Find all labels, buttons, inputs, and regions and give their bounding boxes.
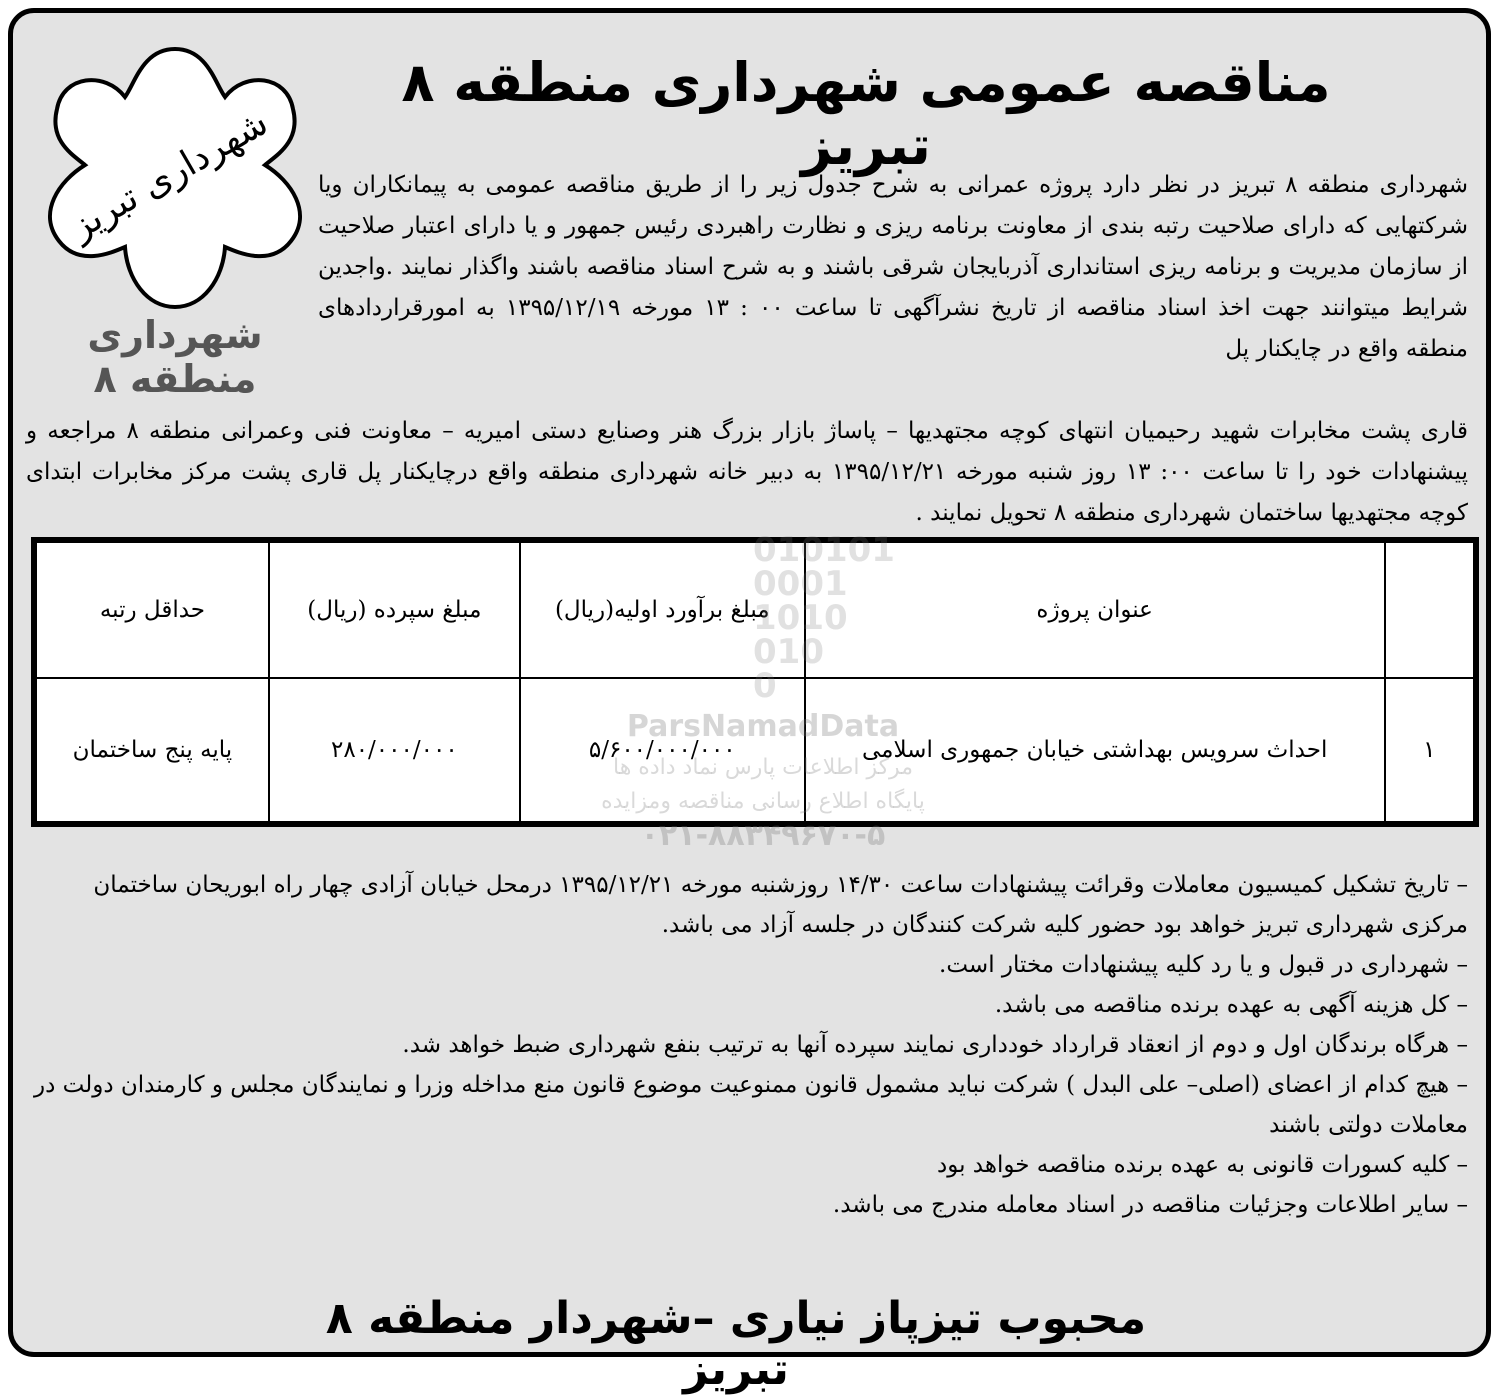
- watermark-phone: ۰۲۱-۸۸۳۴۹۶۷۰-۵: [640, 818, 886, 853]
- cell-estimate: ۵/۶۰۰/۰۰۰/۰۰۰: [520, 678, 805, 822]
- cell-deposit: ۲۸۰/۰۰۰/۰۰۰: [269, 678, 520, 822]
- list-item: – تاریخ تشکیل کمیسیون معاملات وقرائت پیشنهادات ساعت ۱۴/۳۰ روزشنبه مورخه ۱۳۹۵/۱۲/۲۱ درمحل خیابان آزادی چهار راه ابوریحان ساختمان مرکزی شهرداری تبریز خواهد بود حضور کلیه شرکت کنندگان در جلسه آزاد می باشد.: [93, 872, 1468, 938]
- header-project-title: عنوان پروژه: [805, 542, 1385, 678]
- cell-min-grade: پایه پنج ساختمان: [36, 678, 269, 822]
- header-index: [1385, 542, 1474, 678]
- header-estimate: مبلغ برآورد اولیه(ریال): [520, 542, 805, 678]
- watermark-line-1: مرکز اطلاعات پارس نماد داده ها: [613, 755, 913, 780]
- list-item: – کل هزینه آگهی به عهده برنده مناقصه می باشد.: [994, 992, 1468, 1018]
- table-row: [36, 678, 1474, 822]
- list-item: – شهرداری در قبول و یا رد کلیه پیشنهادات مختار است.: [939, 952, 1468, 978]
- tender-table: [35, 541, 1475, 823]
- watermark-name: ParsNamadData: [626, 709, 900, 744]
- watermark-digit-line: 010: [753, 632, 824, 672]
- list-item: – هیچ کدام از اعضای (اصلی– علی البدل ) شرکت نباید مشمول قانون ممنوعیت موضوع قانون منع مداخله وزرا و نمایندگان مجلس و کارمندان دولت در معاملات دولتی باشند: [33, 1072, 1468, 1138]
- table-header-row: [36, 542, 1474, 678]
- municipality-logo: [25, 35, 325, 401]
- watermark-digit-line: 0: [753, 666, 777, 706]
- conditions-list: [20, 865, 1468, 1225]
- watermark-digit-line: 010101: [753, 530, 895, 570]
- logo-caption: شهرداری منطقه ۸: [87, 313, 263, 401]
- signature-footer: محبوب تیزپاز نیاری –شهردار منطقه ۸ تبریز: [325, 1293, 1147, 1395]
- list-item: – هرگاه برندگان اول و دوم از انعقاد قرارداد خودداری نمایند سپرده آنها به ترتیب بنفع شهرداری ضبط خواهد شد.: [402, 1032, 1468, 1058]
- watermark-line-2: پایگاه اطلاع رسانی مناقصه ومزایده: [601, 789, 925, 814]
- list-item: – کلیه کسورات قانونی به عهده برنده مناقصه خواهد بود: [936, 1152, 1468, 1178]
- watermark-digit-line: 0001: [753, 564, 848, 604]
- flower-emblem-icon: [25, 35, 325, 315]
- header-min-grade: حداقل رتبه: [36, 542, 269, 678]
- list-item: – سایر اطلاعات وجزئیات مناقصه در اسناد معامله مندرج می باشد.: [832, 1192, 1468, 1218]
- cell-project-title: احداث سرویس بهداشتی خیابان جمهوری اسلامی: [805, 678, 1385, 822]
- emblem-text: شهرداری تبریز: [63, 102, 275, 248]
- page-title: مناقصه عمومی شهرداری منطقه ۸ تبریز: [401, 51, 1331, 177]
- intro-paragraph-1: شهرداری منطقه ۸ تبریز در نظر دارد پروژه عمرانی به شرح جدول زیر را از طریق مناقصه عمومی به پیمانکاران ویا شرکتهایی که دارای صلاحیت رتبه بندی از معاونت برنامه ریزی و نظارت راهبردی رئیس جمهور و یا دارای اعتبار صلاحیت از سازمان مدیریت و برنامه ریزی استانداری آذربایجان شرقی باشند و به شرح اسناد مناقصه باشند واگذار نمایند .واجدین شرایط میتوانند جهت اخذ اسناد مناقصه از تاریخ نشرآگهی تا ساعت ۰۰ : ۱۳ مورخه ۱۳۹۵/۱۲/۱۹ به امورقراردادهای منطقه واقع در چایکنار پل: [318, 172, 1469, 362]
- header-deposit: مبلغ سپرده (ریال): [269, 542, 520, 678]
- cell-index: ۱: [1385, 678, 1474, 822]
- intro-paragraph-2: قاری پشت مخابرات شهید رحیمیان انتهای کوچه مجتهدیها – پاساژ بازار بزرگ هنر وصنایع دستی امیریه – معاونت فنی وعمرانی منطقه ۸ مراجعه و پیشنهادات خود را تا ساعت ۰۰: ۱۳ روز شنبه مورخه ۱۳۹۵/۱۲/۲۱ به دبیر خانه شهرداری منطقه واقع درچایکنار پل قاری پشت مرکز مخابرات ابتدای کوچه مجتهدیها ساختمان شهرداری منطقه ۸ تحویل نمایند .: [26, 418, 1468, 526]
- watermark-digit-line: 1010: [753, 598, 848, 638]
- notice-frame: [8, 8, 1491, 1395]
